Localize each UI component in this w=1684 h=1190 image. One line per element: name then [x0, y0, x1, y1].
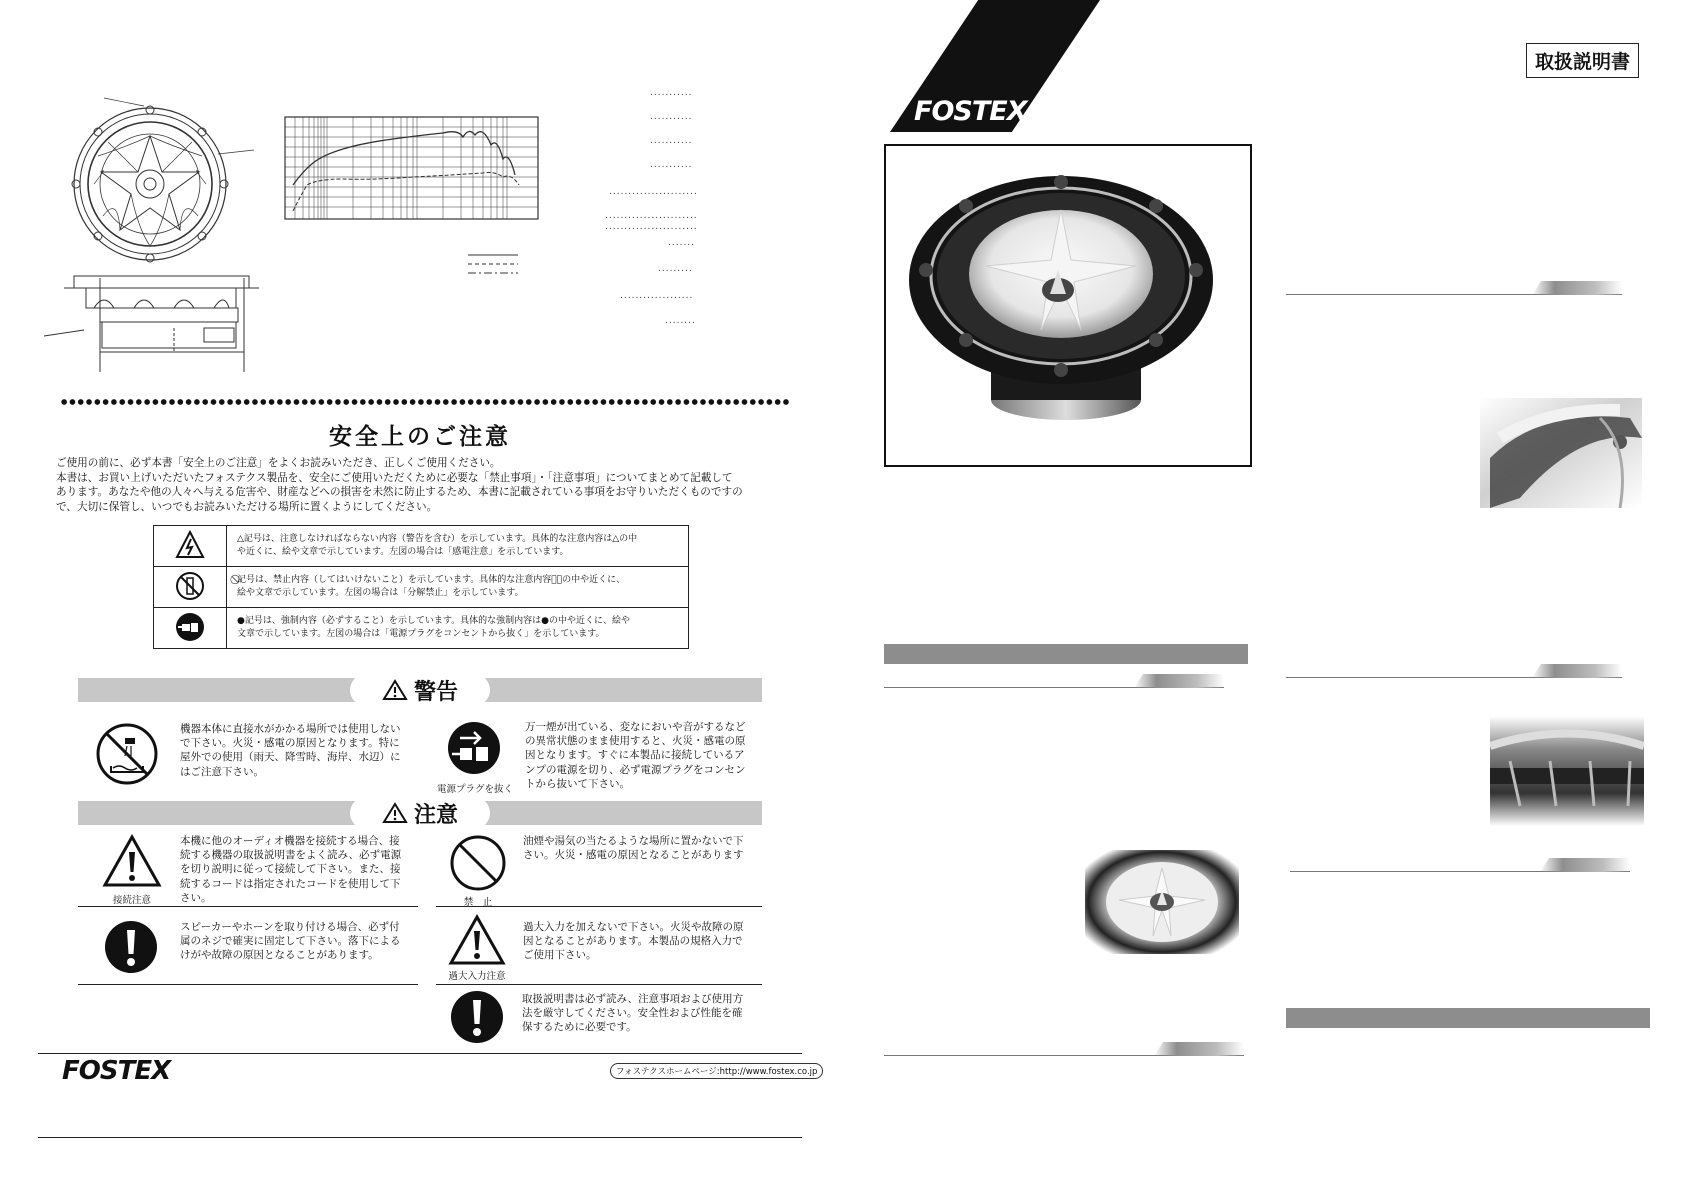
caution-triangle-icon: [382, 802, 408, 824]
over-input-caption: 過大入力注意: [448, 971, 506, 982]
electric-shock-warning-icon: [175, 530, 205, 560]
warning-item-text: 機器本体に直接水がかかる場所では使用しない で下さい。火災・感電の原因となります。特に 屋外での使用（雨天、降雪時、海岸、水辺）に はご注意下さい。: [180, 723, 401, 778]
prohibited-icon: [449, 834, 507, 892]
unplug-icon: [446, 720, 502, 776]
mandatory-icon: [450, 990, 504, 1044]
footer-bottom-rule: [38, 1137, 802, 1138]
spec-leader-7: ........................: [605, 222, 698, 232]
section-divider: [884, 1042, 1244, 1056]
spec-leader-10: ...................: [620, 291, 694, 301]
spec-leader-11: ........: [665, 316, 696, 326]
caution-divider: [78, 984, 418, 985]
symbol-explanation-table: [153, 525, 689, 649]
caution-banner: [78, 801, 762, 828]
product-speaker-photo: [906, 170, 1224, 428]
caution-divider: [436, 906, 762, 907]
caution-item-text: スピーカーやホーンを取り付ける場合、必ず付 属のネジで確実に固定して下さい。落下による けがや故障の原因となることがあります。: [180, 921, 401, 962]
dotted-separator: [60, 398, 790, 406]
homepage-url-label: フォステクスホームページ:http://www.fostex.co.jp: [610, 1063, 823, 1079]
mandatory-icon: [104, 920, 158, 974]
section-divider: [1286, 664, 1622, 678]
unplug-caption: 電源プラグを抜く: [436, 784, 513, 795]
warning-item-text: 万一煙が出ている、変なにおいや音がするなど の異常状態のまま使用すると、火災・感電の原 因となります。すぐに本製品に接続しているア ンプの電源を切り、必ず電源プラグをコンセン トから抜いて下さい。: [525, 721, 746, 790]
caution-item-text: 過大入力を加えないで下さい。火災や故障の原 因となることがあります。本製品の規格入力で ご使用下さい。: [523, 921, 744, 962]
section-divider: [884, 674, 1224, 688]
connection-caution-caption: 接続注意: [112, 895, 151, 906]
symbol-row: ●記号は、強制内容（必ずすること）を示しています。具体的な強制内容は●の中や近くに、絵や 文章で示しています。左図の場合は「電源プラグをコンセントから抜く」を示しています。: [154, 608, 689, 649]
frame-detail-photo: [1480, 398, 1642, 508]
safety-title: 安全上のご注意: [329, 424, 511, 450]
cone-detail-photo: [1085, 850, 1239, 954]
spec-leader-4: ...........: [650, 160, 693, 170]
spec-leader-9: .........: [658, 264, 693, 274]
brand-logo-text: FOSTEX: [914, 96, 1027, 127]
caution-divider: [436, 984, 762, 985]
document-title-label: 取扱説明書: [1526, 43, 1639, 78]
section-header-bar: [1286, 1008, 1650, 1028]
speaker-side-drawing: [44, 272, 269, 382]
caution-item-text: 取扱説明書は必ず読み、注意事項および使用方 法を厳守してください。安全性および性能を確 保するために必要です。: [522, 993, 744, 1034]
warning-banner: [78, 678, 762, 705]
section-divider: [1290, 858, 1630, 872]
over-input-caution-icon: [448, 914, 506, 966]
symbol-row: △記号は、注意しなければならない内容（警告を含む）を示しています。具体的な注意内容は△の中 や近くに、絵や文章で示しています。左図の場合は「感電注意」を示しています。: [154, 526, 689, 567]
spec-leader-6: ........................: [605, 211, 698, 221]
footer-top-rule: [38, 1053, 802, 1054]
spec-leader-1: ...........: [650, 88, 693, 98]
prohibited-caption: 禁 止: [463, 897, 493, 908]
speaker-front-drawing: [58, 96, 278, 266]
warning-triangle-icon: [382, 679, 408, 701]
caution-item-text: 油煙や湯気の当たるような場所に置かないで下 さい。火災・感電の原因となることがあります: [523, 835, 744, 862]
no-water-icon: [95, 722, 159, 786]
connection-caution-icon: [102, 834, 162, 888]
warning-heading: 警告: [413, 679, 458, 705]
caution-item-text: 本機に他のオーディオ機器を接続する場合、接 続する機器の取扱説明書をよく読み、必ず電源 を切り説明に従って接続して下さい。また、接 続するコードは指定されたコードを使用して下 さい。: [180, 835, 402, 904]
spec-leader-3: ...........: [650, 136, 693, 146]
no-disassembly-icon: [174, 570, 206, 602]
caution-heading: 注意: [413, 802, 458, 828]
frequency-response-graph: [283, 115, 541, 221]
caution-divider: [78, 906, 418, 907]
spec-leader-8: .......: [668, 238, 696, 248]
graph-legend-lines: [466, 252, 522, 276]
section-divider: [1286, 281, 1622, 295]
unplug-icon: [174, 611, 206, 643]
symbol-row: ⃠記号は、禁止内容（してはいけないこと）を示しています。具体的な注意内容は⃠の中や近くに、 絵や文章で示しています。左図の場合は「分解禁止」を示しています。: [154, 567, 689, 608]
footer-brand-logo: FOSTEX: [62, 1056, 171, 1086]
spec-leader-2: ...........: [650, 112, 693, 122]
basket-detail-photo: [1490, 716, 1644, 826]
safety-intro: ご使用の前に、必ず本書「安全上のご注意」をよくお読みいただき、正しくご使用ください。 本書は、お買い上げいただいたフォステクス製品を、安全にご使用いただくために必要な「禁止事項」・「注意事項」についてまとめて記載して あります。あなたや他の人々へ与える危害や、財産などへの損害を未然に防止するため、本書に記載されている事項をお守りいただくものですの で、大切に保管し、いつでもお読みいただける場所に置くようにしてください。: [56, 457, 743, 513]
section-header-bar: [884, 644, 1248, 664]
spec-leader-5: .......................: [609, 187, 698, 197]
